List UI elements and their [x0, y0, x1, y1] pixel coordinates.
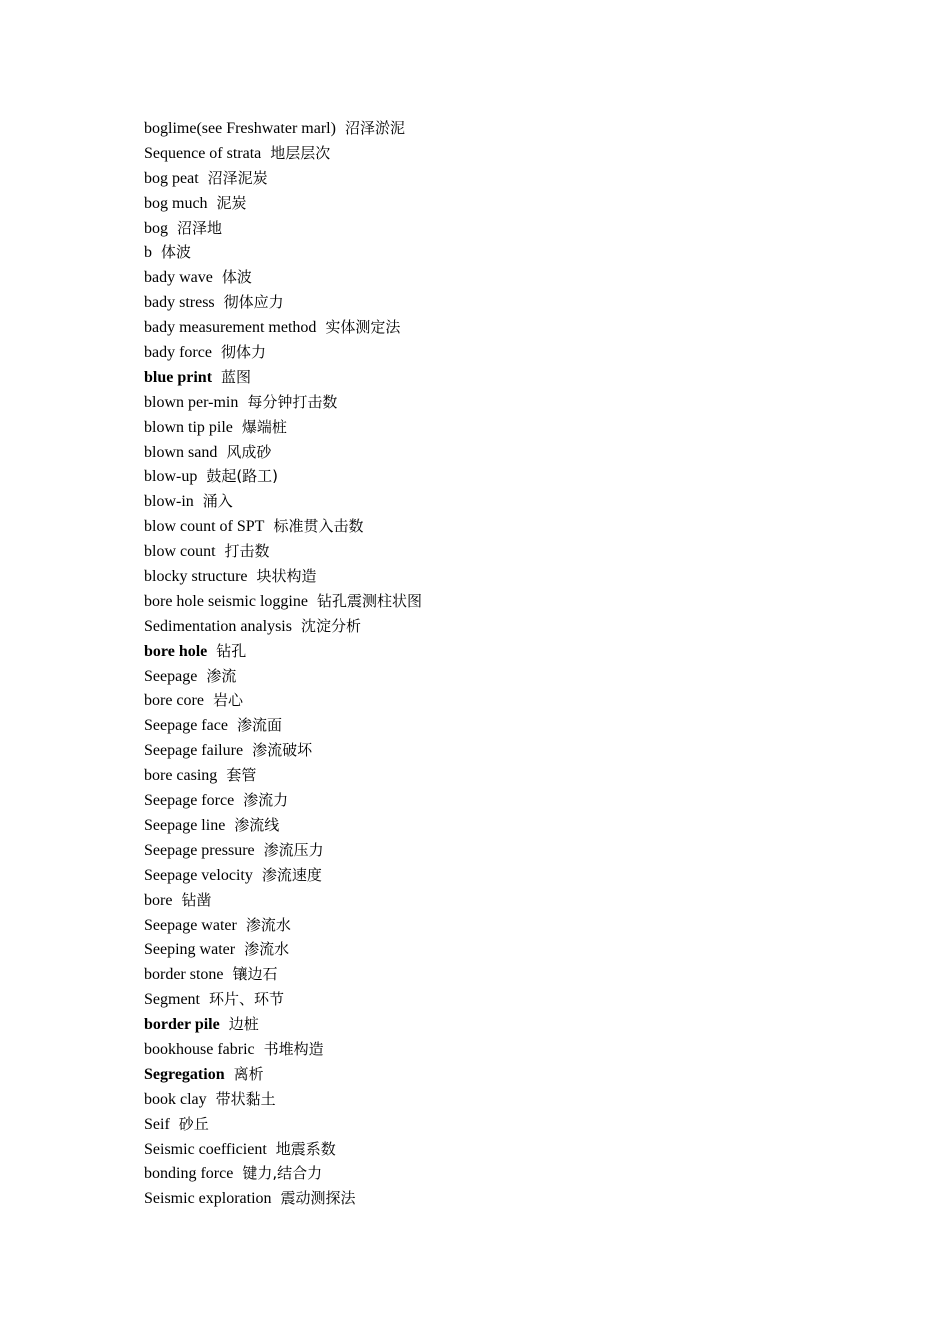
entry-translation: 渗流线 [234, 815, 280, 834]
entry-term: boglime(see Freshwater marl) [144, 120, 336, 137]
entry-term: Seismic coefficient [144, 1140, 267, 1158]
glossary-entry [144, 1137, 844, 1162]
glossary-entry [144, 913, 844, 938]
glossary-entry [144, 688, 844, 713]
entry-term: b [144, 244, 152, 262]
entry-translation: 爆端桩 [241, 417, 287, 436]
glossary-entry [144, 390, 844, 415]
entry-translation: 渗流压力 [263, 840, 324, 859]
entry-term: bonding force [144, 1165, 234, 1183]
glossary-entry [144, 166, 844, 191]
glossary-entry [144, 1012, 844, 1037]
glossary-entry [144, 664, 844, 689]
glossary-entry [144, 937, 844, 962]
entry-term: blow count of SPT [144, 518, 265, 536]
entry-translation: 带状黏土 [215, 1089, 276, 1108]
glossary-entry [144, 639, 844, 664]
entry-term: Seepage failure [144, 742, 244, 760]
glossary-entry [144, 888, 844, 913]
entry-translation: 体波 [221, 268, 252, 287]
entry-term: blue print [144, 368, 213, 386]
entry-term: Seepage line [144, 816, 226, 834]
glossary-entry [144, 788, 844, 813]
glossary-entry [144, 240, 844, 265]
entry-translation: 钻孔震测柱状图 [316, 591, 422, 610]
entry-term: blown sand [144, 443, 218, 461]
entry-term: bore hole seismic loggine [144, 592, 308, 610]
glossary-entry [144, 813, 844, 838]
glossary-list [144, 116, 844, 1211]
entry-translation: 标准贯入击数 [273, 517, 364, 536]
glossary-entry [144, 265, 844, 290]
entry-term: blow-up [144, 468, 198, 486]
entry-term: blown per-min [144, 393, 239, 411]
entry-term: Seepage velocity [144, 866, 253, 884]
entry-term: border stone [144, 966, 224, 984]
entry-term: Seif [144, 1115, 170, 1133]
entry-translation: 地震系数 [275, 1139, 336, 1158]
entry-translation: 渗流面 [236, 716, 282, 735]
entry-term: Seepage water [144, 916, 237, 934]
glossary-entry [144, 191, 844, 216]
entry-term: Segregation [144, 1065, 225, 1083]
entry-term: bore casing [144, 767, 218, 785]
entry-translation: 地层层次 [270, 143, 331, 162]
glossary-entry [144, 514, 844, 539]
entry-translation: 渗流速度 [261, 865, 322, 884]
entry-term: bady force [144, 344, 212, 362]
entry-translation: 实体测定法 [325, 318, 401, 337]
glossary-entry [144, 1087, 844, 1112]
entry-translation: 沼泽泥炭 [207, 168, 268, 187]
entry-term: bog peat [144, 169, 199, 187]
entry-translation: 鼓起(路工) [206, 467, 279, 486]
entry-term: bog [144, 219, 168, 237]
glossary-entry [144, 315, 844, 340]
glossary-entry [144, 614, 844, 639]
entry-translation: 边桩 [228, 1015, 259, 1034]
entry-translation: 渗流水 [244, 940, 290, 959]
entry-translation: 渗流 [206, 666, 237, 685]
entry-term: bady measurement method [144, 319, 317, 337]
entry-term: book clay [144, 1090, 207, 1108]
entry-term: bore [144, 891, 173, 909]
glossary-entry [144, 987, 844, 1012]
glossary-entry [144, 116, 844, 141]
entry-translation: 沼泽地 [177, 218, 223, 237]
entry-term: border pile [144, 1016, 220, 1034]
glossary-entry [144, 290, 844, 315]
glossary-entry [144, 1161, 844, 1186]
entry-translation: 渗流力 [243, 791, 289, 810]
glossary-entry [144, 340, 844, 365]
entry-translation: 打击数 [224, 542, 270, 561]
entry-translation: 钻孔 [216, 641, 247, 660]
entry-term: bog much [144, 194, 208, 212]
glossary-entry [144, 838, 844, 863]
entry-translation: 砂丘 [178, 1114, 209, 1133]
glossary-entry [144, 713, 844, 738]
entry-translation: 蓝图 [221, 367, 252, 386]
entry-term: blow count [144, 543, 216, 561]
entry-term: blocky structure [144, 568, 248, 586]
entry-translation: 键力,结合力 [242, 1164, 323, 1183]
entry-translation: 涌入 [202, 492, 233, 511]
entry-translation: 钻凿 [181, 890, 212, 909]
glossary-entry [144, 1112, 844, 1137]
entry-translation: 块状构造 [256, 567, 317, 586]
entry-translation: 彻体力 [220, 343, 266, 362]
entry-term: Seepage force [144, 792, 235, 810]
glossary-entry [144, 539, 844, 564]
entry-translation: 渗流水 [245, 915, 291, 934]
glossary-entry [144, 141, 844, 166]
glossary-entry [144, 1062, 844, 1087]
entry-term: blow-in [144, 493, 194, 511]
glossary-entry [144, 1037, 844, 1062]
entry-term: Seepage pressure [144, 841, 255, 859]
glossary-entry [144, 489, 844, 514]
glossary-entry [144, 564, 844, 589]
entry-translation: 离析 [233, 1064, 264, 1083]
entry-term: Segment [144, 991, 200, 1009]
entry-term: bady stress [144, 294, 215, 312]
entry-translation: 每分钟打击数 [247, 392, 338, 411]
glossary-entry [144, 589, 844, 614]
entry-term: bookhouse fabric [144, 1040, 255, 1058]
entry-term: Sequence of strata [144, 144, 262, 162]
glossary-entry [144, 962, 844, 987]
entry-translation: 风成砂 [226, 442, 272, 461]
glossary-entry [144, 365, 844, 390]
entry-term: bore core [144, 692, 204, 710]
entry-term: Seepage face [144, 717, 228, 735]
entry-term: blown tip pile [144, 418, 233, 436]
glossary-entry [144, 415, 844, 440]
entry-translation: 镶边石 [232, 965, 278, 984]
glossary-entry [144, 1186, 844, 1211]
entry-term: Seismic exploration [144, 1190, 272, 1208]
entry-term: Sedimentation analysis [144, 617, 292, 635]
entry-translation: 渗流破坏 [252, 741, 313, 760]
glossary-entry [144, 216, 844, 241]
entry-term: Seepage [144, 667, 198, 685]
entry-translation: 环片、环节 [209, 990, 285, 1009]
entry-translation: 沈淀分析 [300, 616, 361, 635]
entry-translation: 体波 [161, 243, 192, 262]
entry-translation: 书堆构造 [263, 1039, 324, 1058]
glossary-entry [144, 464, 844, 489]
entry-term: bore hole [144, 642, 208, 660]
entry-translation: 震动测探法 [280, 1189, 356, 1208]
glossary-entry [144, 738, 844, 763]
entry-translation: 泥炭 [216, 193, 247, 212]
glossary-entry [144, 863, 844, 888]
entry-translation: 沼泽淤泥 [344, 119, 405, 137]
glossary-entry [144, 440, 844, 465]
entry-translation: 岩心 [212, 691, 243, 710]
entry-translation: 彻体应力 [223, 293, 284, 312]
entry-term: bady wave [144, 269, 213, 287]
entry-translation: 套管 [226, 766, 257, 785]
glossary-entry [144, 763, 844, 788]
entry-term: Seeping water [144, 941, 236, 959]
